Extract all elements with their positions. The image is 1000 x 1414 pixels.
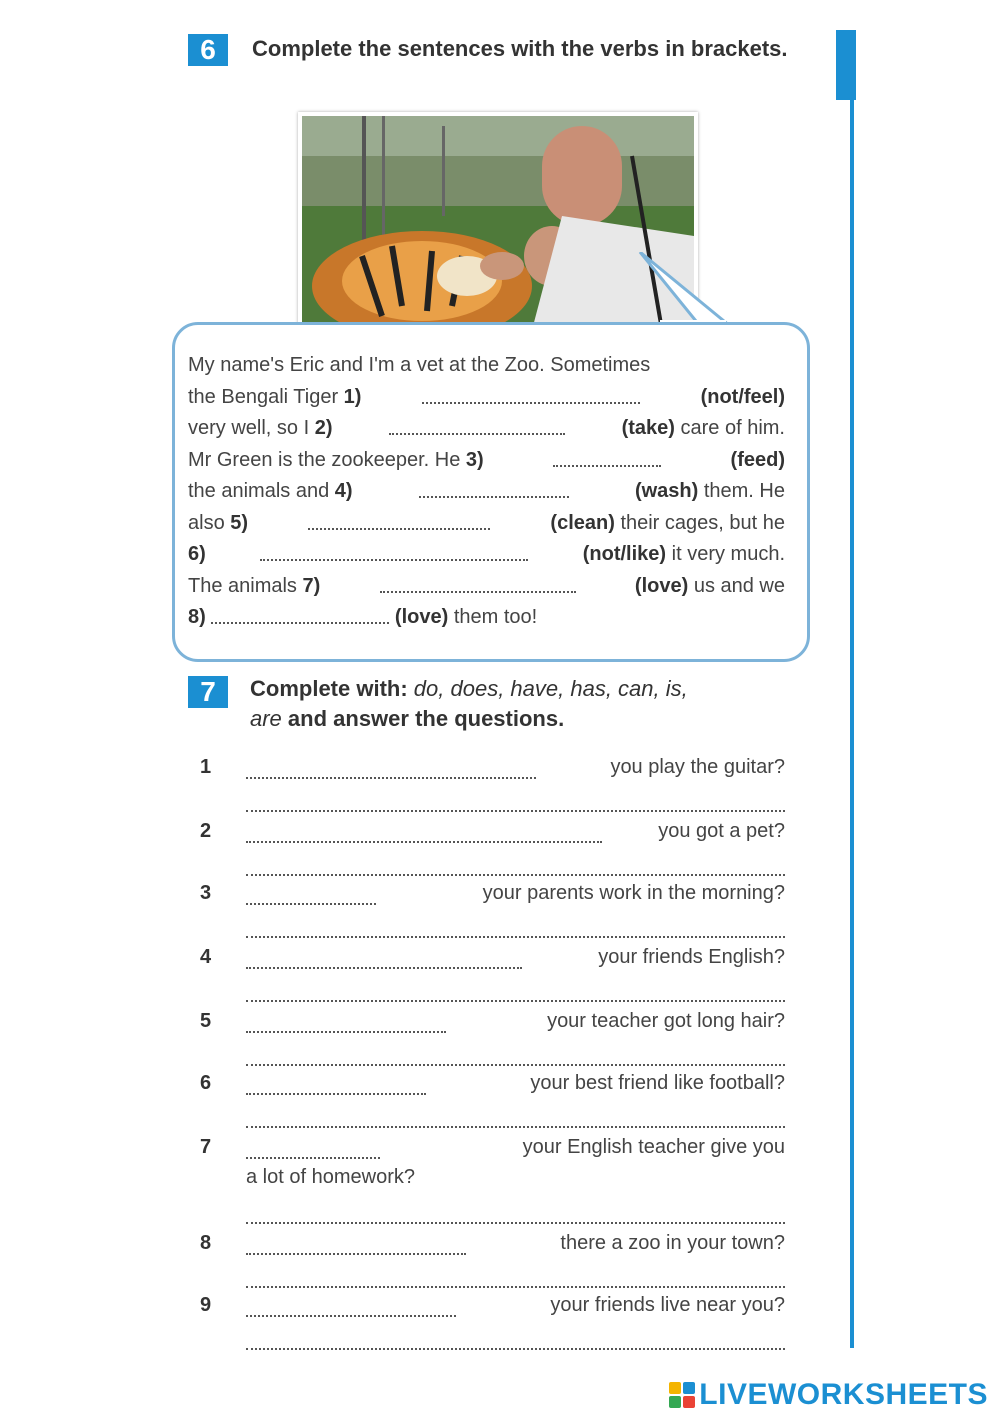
blank-6[interactable]: [260, 539, 528, 561]
question-blank-4[interactable]: [246, 947, 522, 969]
question-blank-6[interactable]: [246, 1073, 426, 1095]
blank-5[interactable]: [308, 508, 490, 530]
question-blank-5[interactable]: [246, 1011, 446, 1033]
exercise-6-paragraph: [188, 350, 785, 634]
question-text: your parents work in the morning?: [482, 882, 785, 904]
question-row: [246, 1010, 785, 1033]
answer-line: [246, 1104, 785, 1128]
paragraph-line-3: very well, so I 2) (take) care of him.: [188, 413, 785, 445]
question-row: [246, 1232, 785, 1255]
answer-line: [246, 1264, 785, 1288]
answer-input-3[interactable]: [246, 916, 785, 938]
question-blank-2[interactable]: [246, 821, 602, 843]
question-row: [246, 1072, 785, 1095]
question-number: 2: [200, 820, 212, 842]
question-number: 6: [200, 1072, 212, 1094]
question-blank-7[interactable]: [246, 1137, 380, 1159]
paragraph-line-9: 8) (love) them too!: [188, 602, 785, 634]
question-text: there a zoo in your town?: [560, 1232, 785, 1254]
paragraph-line-8: The animals 7) (love) us and we: [188, 571, 785, 603]
page-margin-line: [850, 100, 854, 1348]
question-row: [246, 756, 785, 779]
answer-input-1[interactable]: [246, 790, 785, 812]
page-sidebar-tab: [836, 30, 856, 100]
question-text: your English teacher give you: [522, 1136, 785, 1158]
question-text: your friends live near you?: [550, 1294, 785, 1316]
answer-input-7[interactable]: [246, 1202, 785, 1224]
answer-input-4[interactable]: [246, 980, 785, 1002]
answer-line: [246, 914, 785, 938]
question-number: 4: [200, 946, 212, 968]
paragraph-line-5: the animals and 4) (wash) them. He: [188, 476, 785, 508]
answer-line: [246, 1326, 785, 1350]
paragraph-line-7: 6) (not/like) it very much.: [188, 539, 785, 571]
liveworksheets-brand-text: LIVEWORKSHEETS: [699, 1378, 988, 1411]
answer-input-8[interactable]: [246, 1266, 785, 1288]
answer-input-2[interactable]: [246, 854, 785, 876]
question-text: your teacher got long hair?: [547, 1010, 785, 1032]
question-row: [246, 882, 785, 905]
answer-input-9[interactable]: [246, 1328, 785, 1350]
blank-7[interactable]: [380, 571, 576, 593]
question-text: you play the guitar?: [610, 756, 785, 778]
question-blank-8[interactable]: [246, 1233, 466, 1255]
question-text: your friends English?: [598, 946, 785, 968]
question-row: [246, 1294, 785, 1317]
paragraph-line-1: My name's Eric and I'm a vet at the Zoo. Sometimes: [188, 354, 651, 376]
exercise-6-number: 6: [188, 34, 228, 66]
question-number: 7: [200, 1136, 212, 1158]
answer-line: [246, 852, 785, 876]
question-blank-3[interactable]: [246, 883, 376, 905]
question-row: [246, 1136, 785, 1159]
speech-bubble-pointer: [630, 252, 740, 332]
answer-input-5[interactable]: [246, 1044, 785, 1066]
liveworksheets-logo: [669, 1378, 988, 1412]
question-number: 9: [200, 1294, 212, 1316]
blank-1[interactable]: [422, 382, 640, 404]
exercise-7-heading: Complete with: do, does, have, has, can, is, are and answer the questions.: [250, 676, 688, 731]
exercise-6-heading: Complete the sentences with the verbs in brackets.: [252, 36, 788, 61]
question-blank-9[interactable]: [246, 1295, 456, 1317]
answer-line: [246, 1200, 785, 1224]
answer-input-6[interactable]: [246, 1106, 785, 1128]
blank-4[interactable]: [419, 476, 569, 498]
liveworksheets-logo-icon: [669, 1382, 695, 1408]
paragraph-line-2: the Bengali Tiger 1) (not/feel): [188, 382, 785, 414]
answer-line: [246, 788, 785, 812]
blank-2[interactable]: [389, 413, 565, 435]
question-row: [246, 820, 785, 843]
paragraph-line-6: also 5) (clean) their cages, but he: [188, 508, 785, 540]
question-text-continued: a lot of homework?: [246, 1166, 415, 1188]
question-number: 8: [200, 1232, 212, 1254]
question-text: you got a pet?: [658, 820, 785, 842]
question-number: 3: [200, 882, 212, 904]
answer-line: [246, 1042, 785, 1066]
question-text: your best friend like football?: [530, 1072, 785, 1094]
question-number: 5: [200, 1010, 212, 1032]
blank-3[interactable]: [553, 445, 661, 467]
question-number: 1: [200, 756, 212, 778]
blank-8[interactable]: [211, 602, 389, 624]
question-row: [246, 946, 785, 969]
answer-line: [246, 978, 785, 1002]
exercise-7-number: 7: [188, 676, 228, 708]
question-blank-1[interactable]: [246, 757, 536, 779]
paragraph-line-4: Mr Green is the zookeeper. He 3) (feed): [188, 445, 785, 477]
